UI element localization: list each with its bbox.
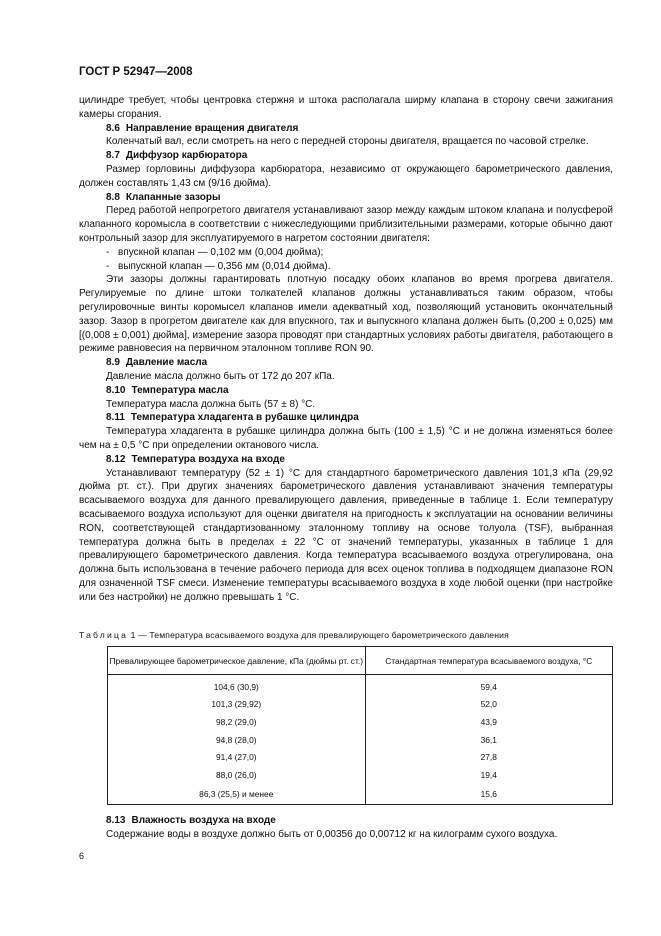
section-title: Диффузор карбюратора bbox=[125, 150, 248, 162]
document-body bbox=[79, 94, 613, 604]
section-8-7-heading bbox=[79, 149, 613, 163]
section-8-7-text: Размер горловины диффузора карбюратора, независимо от окружающего барометрического давления, должен составлять 1,43 см (9/16 дюйма). bbox=[79, 163, 613, 189]
section-8-8-heading bbox=[79, 191, 613, 205]
section-8-9-text: Давление масла должно быть от 172 до 207 кПа. bbox=[106, 370, 335, 382]
section-title: Клапанные зазоры bbox=[125, 191, 221, 203]
document-header: ГОСТ Р 52947—2008 bbox=[79, 66, 193, 78]
section-8-11-heading bbox=[79, 411, 613, 425]
section-8-13-heading bbox=[79, 814, 613, 828]
table-header-row bbox=[108, 647, 613, 675]
section-title: Влажность воздуха на входе bbox=[131, 815, 276, 826]
section-number: 8.11 bbox=[106, 412, 125, 424]
section-title: Температура масла bbox=[131, 384, 229, 396]
section-number: 8.8 bbox=[106, 191, 120, 203]
table-row: 86,3 (25,5) и менее 15,6 bbox=[108, 784, 613, 805]
section-8-6-heading bbox=[79, 122, 613, 136]
section-title: Температура хладагента в рубашке цилиндра bbox=[130, 412, 359, 424]
section-8-10-heading bbox=[79, 384, 613, 398]
section-number: 8.12 bbox=[106, 453, 126, 465]
intro-paragraph: цилиндре требует, чтобы центровка стержня и штока располагала ширму клапана в сторону свечи зажигания камеры сгорания. bbox=[79, 95, 613, 120]
table-row: 94,8 (28,0) 36,1 bbox=[108, 731, 613, 749]
section-title: Направление вращения двигателя bbox=[125, 122, 299, 134]
section-8-10-text: Температура масла должна быть (57 ± 8) °С. bbox=[106, 398, 316, 410]
section-number: 8.6 bbox=[106, 122, 120, 134]
list-item: - впускной клапан — 0,102 мм (0,004 дюйма); bbox=[106, 246, 324, 258]
section-title: Давление масла bbox=[125, 357, 208, 369]
list-item: - выпускной клапан — 0,356 мм (0,014 дюйма). bbox=[106, 260, 331, 272]
section-number: 8.10 bbox=[106, 384, 126, 396]
air-temperature-table bbox=[107, 646, 613, 805]
column-header-pressure: Превалирующее барометрическое давление, кПа (дюймы рт. ст.) bbox=[108, 647, 366, 675]
table-caption: Таблица 1 — Температура всасываемого воздуха для превалирующего барометрического давления bbox=[79, 630, 509, 640]
table-row: 91,4 (27,0) 27,8 bbox=[108, 748, 613, 766]
column-header-temperature: Стандартная температура всасываемого воздуха, °С bbox=[365, 647, 612, 675]
table-row: 104,6 (30,9) 59,4 bbox=[108, 675, 613, 696]
section-8-9-heading bbox=[79, 356, 613, 370]
section-title: Температура воздуха на входе bbox=[131, 453, 285, 465]
table-row: 98,2 (29,0) 43,9 bbox=[108, 713, 613, 731]
page-number: 6 bbox=[79, 851, 85, 861]
clearance-list bbox=[79, 246, 613, 274]
section-8-12-text: Устанавливают температуру (52 ± 1) °С для стандартного барометрического давления 101,3 кПа (29,92 дюйма рт. ст.). При других значениях барометрического давления устанавливают значения температуры всасываемого воздуха для данного превалирующего давления, приведенные в таблице 1. Если температуру всасываемого воздуха используют для оценки двигателя на пригодность к эксплуатации на основании величины RON, соответствующей стандартизованному эталонному топливу на основе толуола (TSF), выбранная температура должна быть в пределах ± 22 °С от значений температуры, указанных в таблице 1 для превалирующего барометрического давления. Когда температура всасываемого воздуха отрегулирована, она должна быть использована в течение рабочего периода для всех оценок топлива в подходящем диапазоне RON для означенной TSF смеси. Изменение температуры всасываемого воздуха в ходе любой оценки (при настройке или без настройки) не должно превышать 1 °С. bbox=[79, 467, 613, 603]
section-8-12-heading bbox=[79, 453, 613, 467]
section-8-8-text-1: Перед работой непрогретого двигателя устанавливают зазор между каждым штоком клапана и полусферой клапанного коромысла в соответствии с нижеследующими приблизительными размерами, которые обычно дают контрольный зазор для эксплуатируемого в нагретом состоянии двигателя: bbox=[79, 205, 613, 244]
section-8-8-text-2: Эти зазоры должны гарантировать плотную посадку обоих клапанов во время прогрева двигателя. Регулируемые по длине штоки толкателей клапанов должны устанавливаться таким образом, чтобы регулировочные винты коромысел клапанов имели адекватный ход, позволяющий установить окончательный зазор. Зазор в прогретом двигателе как для впускного, так и выпускного клапана должен быть (0,200 ± 0,025) мм [(0,008 ± 0,001) дюйма], измерение зазора проводят при стандартных условиях работы двигателя, работающего в режиме равновесия на первичном эталонном топливе RON 90. bbox=[79, 274, 613, 355]
section-8-11-text: Температура хладагента в рубашке цилиндра должна быть (100 ± 1,5) °С и не должна изменяться более чем на ± 0,5 °С при определении октанового числа. bbox=[79, 426, 613, 451]
table-row: 101,3 (29,92) 52,0 bbox=[108, 696, 613, 714]
section-8-13-text: Содержание воды в воздухе должно быть от 0,00356 до 0,00712 кг на килограмм сухого воздуха. bbox=[106, 828, 558, 840]
table-row: 88,0 (26,0) 19,4 bbox=[108, 766, 613, 784]
section-8-6-text: Коленчатый вал, если смотреть на него с передней стороны двигателя, вращается по часовой стрелке. bbox=[106, 136, 589, 148]
section-8-13 bbox=[79, 814, 613, 842]
section-number: 8.9 bbox=[106, 357, 120, 369]
section-number: 8.13 bbox=[106, 815, 126, 826]
section-number: 8.7 bbox=[106, 150, 120, 162]
